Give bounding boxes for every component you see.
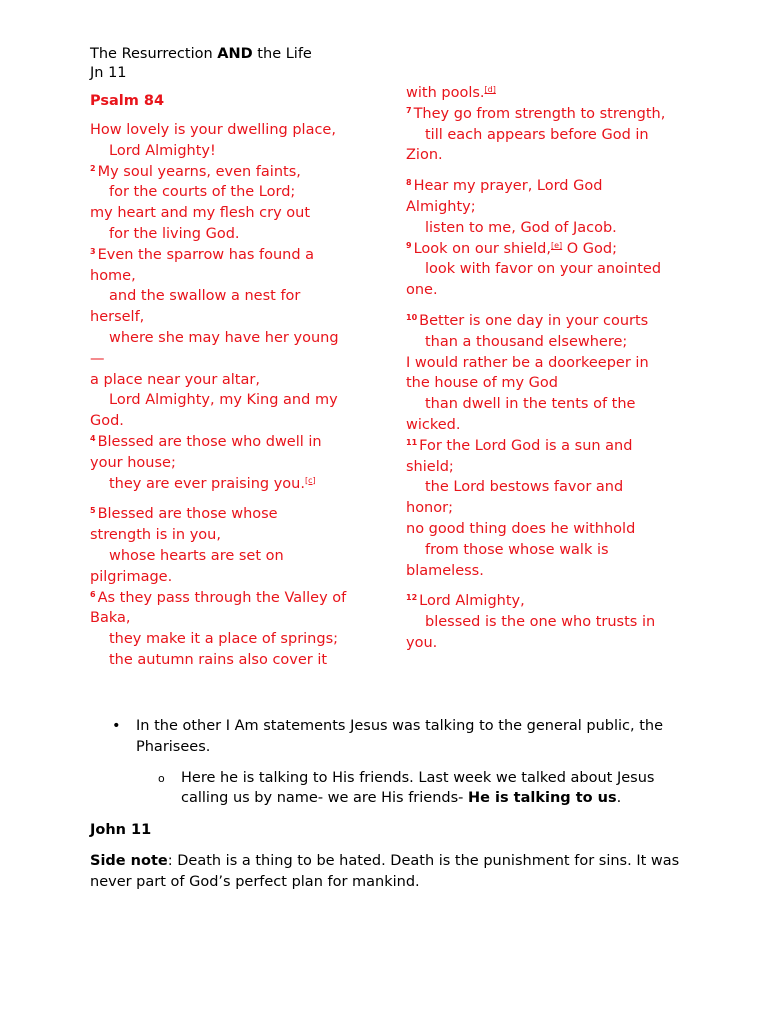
verse-number: 9 xyxy=(406,240,412,250)
side-note-label: Side note xyxy=(90,853,168,869)
psalm-stanza xyxy=(406,176,696,301)
verse-line: $^9$ Look on our shield,[e] O God; xyxy=(406,240,617,257)
psalm-right-column xyxy=(406,83,696,664)
verse-number: 3 xyxy=(90,246,96,256)
bullet-marker: • xyxy=(112,718,121,734)
verse-line: where she may have her young xyxy=(109,329,339,346)
verse-line: $^{11}$ For the Lord God is a sun and xyxy=(406,437,633,454)
verse-line: blessed is the one who trusts in xyxy=(425,614,656,631)
verse-line: with pools.[d] xyxy=(406,85,496,101)
footnote-link-e[interactable]: [e] xyxy=(551,240,563,250)
verse-line: your house; xyxy=(90,454,176,471)
verse-line: $^8$ Hear my prayer, Lord God xyxy=(406,178,603,195)
verse-line: $^{12}$ Lord Almighty, xyxy=(406,593,525,610)
verse-number: 10 xyxy=(406,312,418,322)
verse-line: for the living God. xyxy=(109,225,240,242)
psalm-stanza xyxy=(406,311,696,581)
verse-number: 6 xyxy=(90,589,96,599)
verse-line: $^3$ Even the sparrow has found a xyxy=(90,246,315,263)
verse-line: one. xyxy=(406,282,438,299)
verse-line: Baka, xyxy=(90,610,131,627)
verse-line: listen to me, God of Jacob. xyxy=(425,219,617,236)
verse-line: $^2$ My soul yearns, even faints, xyxy=(90,163,301,180)
verse-line: than a thousand elsewhere; xyxy=(425,333,628,350)
sub-bullet-marker: o xyxy=(158,771,165,785)
emphasis-text: He is talking to us xyxy=(468,790,617,807)
verse-line: look with favor on your anointed xyxy=(425,261,662,278)
verse-line: for the courts of the Lord; xyxy=(109,184,296,201)
scripture-reference: Jn 11 xyxy=(90,65,127,81)
verse-line: wicked. xyxy=(406,416,461,433)
psalm-title: Psalm 84 xyxy=(90,93,165,109)
john-heading: John 11 xyxy=(90,822,152,838)
verse-line: Lord Almighty, my King and my xyxy=(109,392,338,409)
title-bold-word: AND xyxy=(217,46,253,62)
psalm-left-column xyxy=(90,84,380,681)
verse-line: God. xyxy=(90,413,124,430)
verse-line: a place near your altar, xyxy=(90,371,260,388)
verse-line: Almighty; xyxy=(406,198,476,215)
verse-line: $^7$ They go from strength to strength, xyxy=(406,105,666,122)
verse-number: 4 xyxy=(90,433,96,443)
side-note-paragraph: Side note: Death is a thing to be hated. Death is the punishment for sins. It was never part of God’s perfect plan for mankind. xyxy=(90,853,680,890)
verse-line: — xyxy=(90,350,105,367)
verse-line: you. xyxy=(406,634,438,651)
verse-line: shield; xyxy=(406,458,454,475)
document-page xyxy=(90,45,690,723)
verse-number: 11 xyxy=(406,437,418,447)
footnote-link-c[interactable]: [c] xyxy=(304,475,316,485)
verse-line: home, xyxy=(90,267,136,284)
verse-line: herself, xyxy=(90,309,145,326)
verse-line: my heart and my flesh cry out xyxy=(90,205,311,222)
verse-line: $^6$ As they pass through the Valley of xyxy=(90,589,347,606)
verse-line: they are ever praising you.[c] xyxy=(109,475,316,492)
verse-line: whose hearts are set on xyxy=(109,547,284,564)
verse-line: honor; xyxy=(406,500,453,517)
document-title: The Resurrection AND the Life xyxy=(90,46,312,62)
verse-line: the autumn rains also cover it xyxy=(109,651,328,668)
verse-line: and the swallow a nest for xyxy=(109,288,301,305)
psalm-stanza xyxy=(406,591,696,653)
verse-line: till each appears before God in xyxy=(425,126,649,143)
sub-bullet-item: o Here he is talking to His friends. Last week we talked about Jesus calling us by name- we are His friends- He is talking to us. xyxy=(158,769,655,807)
verse-number: 7 xyxy=(406,105,412,115)
verse-line: blameless. xyxy=(406,562,484,579)
footnote-link-d[interactable]: [d] xyxy=(484,85,496,94)
psalm-stanza xyxy=(406,83,696,166)
notes-list xyxy=(90,716,690,809)
verse-number: 8 xyxy=(406,178,412,188)
verse-number: 2 xyxy=(90,163,96,173)
verse-line: Lord Almighty! xyxy=(109,142,216,159)
psalm-columns xyxy=(90,83,690,723)
verse-line: Zion. xyxy=(406,147,443,164)
verse-line: pilgrimage. xyxy=(90,568,173,585)
verse-line: no good thing does he withhold xyxy=(406,520,636,537)
verse-line: How lovely is your dwelling place, xyxy=(90,122,336,138)
verse-line: I would rather be a doorkeeper in xyxy=(406,354,649,371)
verse-number: 12 xyxy=(406,593,418,603)
verse-line: strength is in you, xyxy=(90,527,221,544)
verse-line: from those whose walk is xyxy=(425,541,609,558)
verse-line: $^4$ Blessed are those who dwell in xyxy=(90,433,322,450)
verse-line: the house of my God xyxy=(406,375,558,392)
verse-line: $^{10}$ Better is one day in your courts xyxy=(406,312,649,329)
verse-line: the Lord bestows favor and xyxy=(425,479,624,496)
verse-line: they make it a place of springs; xyxy=(109,631,339,648)
verse-line: than dwell in the tents of the xyxy=(425,396,636,413)
verse-line: $^5$ Blessed are those whose xyxy=(90,506,278,523)
psalm-stanza xyxy=(90,120,380,494)
bullet-item: • In the other I Am statements Jesus was talking to the general public, the Pharisees. xyxy=(112,718,664,755)
verse-number: 5 xyxy=(90,506,96,516)
psalm-stanza xyxy=(90,504,380,670)
